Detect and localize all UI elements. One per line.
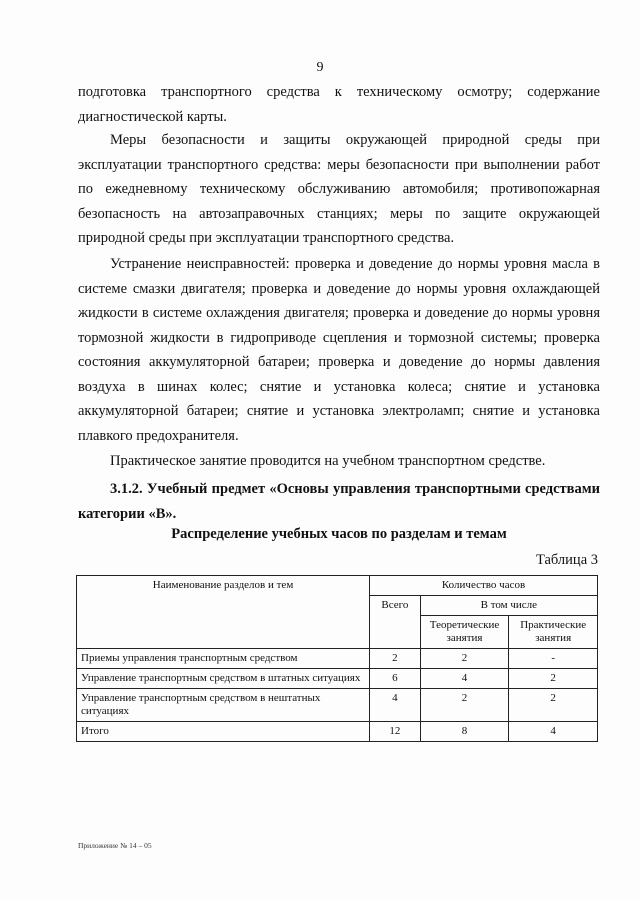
table-label: Таблица 3 [535,552,598,568]
header-hours: Количество часов [370,576,598,596]
row-practice: - [509,649,598,669]
page-number: 9 [316,60,324,75]
row-theory: 4 [420,669,509,689]
header-total: Всего [370,596,421,649]
table-row [77,689,598,722]
header-theory: Теоретические занятия [420,616,509,649]
paragraph-3: Устранение неисправностей: проверка и доведение до нормы уровня масла в системе смазки двигателя; проверка и доведение до нормы уровня охлаждающей жидкости в системе охлаждения двигателя; проверка и доведение до нормы уровня тормозной жидкости в гидроприводе сцепления и тормозной системы; проверка состояния аккумуляторной батареи; проверка и доведение до нормы давления воздуха в шинах колес; снятие и установка колеса; снятие и установка аккумуляторной батареи; снятие и установка электроламп; снятие и установка плавкого предохранителя. [78,256,600,444]
row-total: 2 [370,649,421,669]
row-practice: 2 [509,669,598,689]
table-title: Распределение учебных часов по разделам и темам [171,526,507,542]
hours-table [76,575,598,742]
row-name: Итого [77,722,370,742]
table-row [77,649,598,669]
row-name: Управление транспортным средством в нештатных ситуациях [77,689,370,722]
table-row [77,669,598,689]
header-practice: Практические занятия [509,616,598,649]
row-name: Приемы управления транспортным средством [77,649,370,669]
row-total: 4 [370,689,421,722]
header-name: Наименование разделов и тем [77,576,370,649]
paragraph-1: подготовка транспортного средства к техническому осмотру; содержание диагностической карты. [78,84,600,125]
row-practice: 4 [509,722,598,742]
row-practice: 2 [509,689,598,722]
row-name: Управление транспортным средством в штатных ситуациях [77,669,370,689]
header-including: В том числе [420,596,597,616]
section-heading: 3.1.2. Учебный предмет «Основы управления транспортными средствами категории «В». [78,481,600,522]
table-row-total [77,722,598,742]
row-total: 6 [370,669,421,689]
paragraph-4: Практическое занятие проводится на учебном транспортном средстве. [110,453,546,469]
row-theory: 8 [420,722,509,742]
paragraph-2: Меры безопасности и защиты окружающей природной среды при эксплуатации транспортного средства: меры безопасности при выполнении работ по ежедневному техническому обслуживанию автомобиля; противопожарная безопасность на автозаправочных станциях; меры по защите окружающей природной среды при эксплуатации транспортного средства. [78,132,600,246]
row-theory: 2 [420,689,509,722]
footer-note: Приложение № 14 – 05 [78,841,152,850]
table-header-row [77,576,598,596]
row-total: 12 [370,722,421,742]
row-theory: 2 [420,649,509,669]
